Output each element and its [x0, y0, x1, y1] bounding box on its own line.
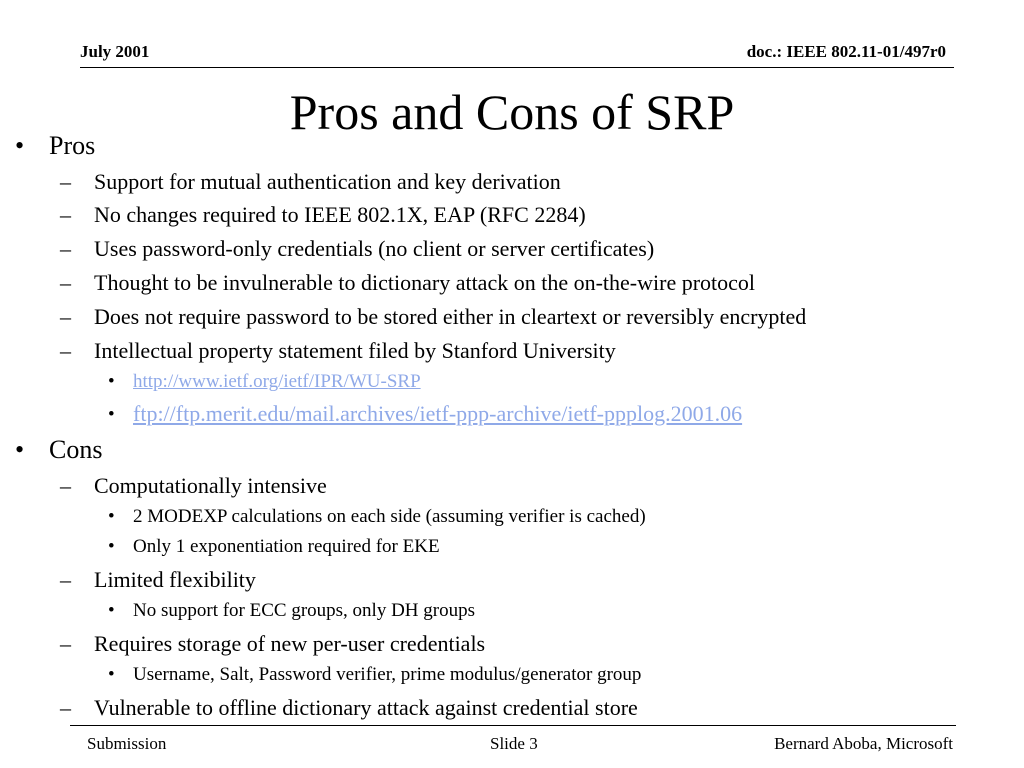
dash-marker: –: [60, 338, 71, 363]
cons-subitem: [108, 664, 642, 686]
dash-marker: –: [60, 631, 71, 656]
cons-item: [60, 695, 638, 721]
header-date: July 2001: [80, 42, 150, 61]
dash-marker: –: [60, 169, 71, 194]
dash-marker: –: [60, 304, 71, 329]
bullet-cons-label: Cons: [49, 435, 103, 464]
cons-item-text: Computationally intensive: [94, 473, 327, 498]
footer-author: Bernard Aboba, Microsoft: [774, 734, 953, 753]
bullet-pros-label: Pros: [49, 131, 96, 160]
bullet-marker: •: [15, 131, 25, 160]
slide-title: Pros and Cons of SRP: [289, 84, 735, 140]
bullet-marker: •: [108, 536, 115, 557]
header-doc-id: doc.: IEEE 802.11-01/497r0: [746, 42, 946, 61]
bullet-pros: [15, 131, 96, 161]
cons-subitem: [108, 506, 646, 528]
ipr-link-merit[interactable]: ftp://ftp.merit.edu/mail.archives/ietf-ppp-archive/ietf-ppplog.2001.06: [133, 401, 743, 426]
header-divider: [80, 67, 954, 68]
ipr-link-item: [108, 401, 743, 427]
dash-marker: –: [60, 567, 71, 592]
pros-item-text: Intellectual property statement filed by Stanford University: [94, 338, 616, 363]
bullet-marker: •: [108, 506, 115, 527]
cons-subitem-text: No support for ECC groups, only DH groups: [133, 600, 475, 621]
pros-item: [60, 169, 561, 195]
pros-item-text: Support for mutual authentication and key derivation: [94, 169, 561, 194]
pros-item: [60, 338, 616, 364]
bullet-marker: •: [108, 664, 115, 685]
dash-marker: –: [60, 473, 71, 498]
bullet-marker: •: [108, 404, 115, 425]
pros-item-text: Uses password-only credentials (no client or server certificates): [94, 236, 655, 261]
pros-item: [60, 236, 655, 262]
pros-item: [60, 202, 586, 228]
footer-divider: [70, 725, 956, 726]
dash-marker: –: [60, 202, 71, 227]
footer-left: Submission: [87, 734, 167, 753]
cons-subitem-text: Username, Salt, Password verifier, prime modulus/generator group: [133, 664, 642, 685]
bullet-marker: •: [108, 371, 115, 392]
ipr-link-ietf[interactable]: http://www.ietf.org/ietf/IPR/WU-SRP: [133, 371, 421, 392]
cons-item-text: Requires storage of new per-user credentials: [94, 631, 486, 656]
ipr-link-item: [108, 371, 421, 393]
pros-item-text: Thought to be invulnerable to dictionary attack on the on-the-wire protocol: [94, 270, 756, 295]
cons-item: [60, 631, 486, 657]
pros-item: [60, 270, 756, 296]
footer-slide-number: Slide 3: [490, 734, 538, 753]
pros-item-text: No changes required to IEEE 802.1X, EAP (RFC 2284): [94, 202, 586, 227]
cons-subitem-text: 2 MODEXP calculations on each side (assuming verifier is cached): [133, 506, 646, 527]
dash-marker: –: [60, 270, 71, 295]
cons-subitem-text: Only 1 exponentiation required for EKE: [133, 536, 440, 557]
pros-item: [60, 304, 807, 330]
dash-marker: –: [60, 236, 71, 261]
cons-item: [60, 567, 256, 593]
pros-item-text: Does not require password to be stored either in cleartext or reversibly encrypted: [94, 304, 807, 329]
cons-item: [60, 473, 327, 499]
dash-marker: –: [60, 695, 71, 720]
bullet-marker: •: [15, 435, 25, 464]
cons-item-text: Limited flexibility: [94, 567, 256, 592]
cons-item-text: Vulnerable to offline dictionary attack against credential store: [94, 695, 638, 720]
cons-subitem: [108, 536, 440, 558]
cons-subitem: [108, 600, 475, 622]
bullet-cons: [15, 435, 103, 465]
bullet-marker: •: [108, 600, 115, 621]
